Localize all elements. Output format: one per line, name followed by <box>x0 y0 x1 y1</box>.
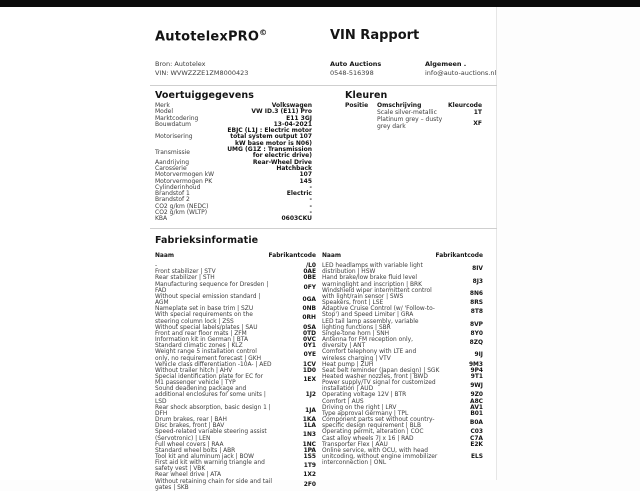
factory-code: 8ZQ <box>469 340 483 347</box>
name: Operating permit, alteration | COC <box>322 429 424 436</box>
name: With special requirements on the steering column lock | ZSS <box>155 312 253 325</box>
name: Online service, with OCU, with head unitcoding, without engine immobilizer interconnection | ONL <box>322 447 438 467</box>
label: Motorisering <box>155 133 193 141</box>
factory-section-title: Fabrieksinformatie <box>155 235 259 246</box>
name: Transporter Flex | AAU <box>322 441 388 448</box>
label: Bouwdatum <box>155 120 191 128</box>
name: Hand brake/low brake fluid level warninglight and inscription | BRK <box>322 275 422 288</box>
colors-table <box>345 102 482 130</box>
column-header-factorycode: Fabrikantcode <box>435 253 483 259</box>
factory-code: 0FY <box>303 284 316 291</box>
factory-code: 8RS <box>470 300 483 307</box>
factory-code: A8C <box>470 398 483 405</box>
table-row <box>155 147 312 160</box>
factory-code: 1NC <box>302 441 316 448</box>
factory-code: 9WJ <box>470 383 483 390</box>
vehicle-spec-table <box>155 103 312 223</box>
factory-code: 9M3 <box>468 361 483 368</box>
factory-code: /L0 <box>305 263 316 270</box>
section-divider <box>150 228 497 229</box>
table-row <box>155 429 316 441</box>
factory-table-header <box>155 253 316 259</box>
brand-trademark: © <box>259 28 268 37</box>
name: Front stabilizer | STV <box>155 269 216 276</box>
name: Special identification plate for EC for M1 passenger vehicle | TYP <box>155 373 264 387</box>
factory-rows-right <box>322 263 483 466</box>
label: Model <box>155 108 174 116</box>
factory-code: C7A <box>470 435 483 442</box>
factory-code: 9P4 <box>470 367 483 374</box>
value: - <box>309 196 312 204</box>
factory-code: ELS <box>470 454 483 460</box>
value: Electric <box>286 190 312 198</box>
name: Seat belt reminder (Japan design) | SGK <box>322 367 440 374</box>
factory-code: 0SA <box>303 324 316 331</box>
label: CO2 g/km (NEDC) <box>155 202 209 210</box>
value: UMG (G1Z : Transmission for electric drive) <box>227 146 312 160</box>
name: Drum brakes, rear | BAH <box>155 417 227 424</box>
value: E11 3GJ <box>286 114 312 122</box>
factory-code: 9IJ <box>474 352 483 359</box>
factory-code: 1EX <box>303 377 316 384</box>
factory-code: AV1 <box>470 404 483 411</box>
column-header-factorycode: Fabrikantcode <box>268 253 316 259</box>
colors-table-rows <box>345 109 482 130</box>
name: Speakers, front | LSE <box>322 300 384 307</box>
name: Without trailer hitch | AHV <box>155 367 233 374</box>
table-row <box>155 349 316 361</box>
name: Rear stabilizer | STH <box>155 275 215 282</box>
table-row <box>322 306 483 318</box>
name: Sound deadening package and additional enclosures for some units | LSD <box>155 386 266 405</box>
description: Platinum grey – dusty grey dark <box>377 116 443 130</box>
label: Carosserie <box>155 164 187 172</box>
table-row <box>155 386 316 404</box>
factory-code: 9T1 <box>470 373 483 380</box>
table-row <box>155 128 312 147</box>
name: LED headlamps with variable light distribution | HSW <box>322 263 423 276</box>
name: Information kit in German | BTA <box>155 337 248 344</box>
label: Aandrijving <box>155 158 190 166</box>
name: LED tail lamp assembly, variable lighting functions | SBR <box>322 318 419 331</box>
contact-name: Algemeen . <box>425 60 467 68</box>
name: Without special emission standard | AGM <box>155 293 261 307</box>
vehicle-section-title: Voertuiggegevens <box>155 90 254 101</box>
label: Merk <box>155 102 170 109</box>
name: Component parts set without country-specific design requirement | BLB <box>322 417 435 430</box>
value: - <box>309 209 312 217</box>
factory-code: 0GA <box>302 297 316 304</box>
name: Disc brakes, front | BAV <box>155 423 225 430</box>
factory-table-header <box>322 253 483 259</box>
name: Full wheel covers | RAA <box>155 441 224 448</box>
table-row <box>155 479 316 491</box>
company-name: Auto Auctions <box>330 60 382 68</box>
factory-code: 1N3 <box>302 432 316 439</box>
factory-code: C03 <box>470 429 483 436</box>
vin-value: VIN: WVWZZZE1ZM8000423 <box>155 69 249 77</box>
page-title: VIN Rapport <box>330 28 420 43</box>
name: Adaptive Cruise Control (w/ 'Follow-to-Stop') and Speed Limiter | GRA <box>322 306 435 319</box>
label: Cylinderinhoud <box>155 183 201 191</box>
factory-code: 8N6 <box>469 290 483 297</box>
value: 0603CKU <box>281 215 312 223</box>
name: Windshield wiper intermittent control with light/rain sensor | SWS <box>322 287 432 300</box>
factory-table-left <box>155 253 316 491</box>
factory-code: E2K <box>470 441 483 448</box>
value: EBJC (L1J : Electric motor total system output 107 kW base motor is N06) <box>227 127 312 147</box>
name: Comfort telephony with LTE and wireless charging | VTV <box>322 349 417 362</box>
value: - <box>309 183 312 191</box>
name: Rear shock absorption, basic design 1 | DFH <box>155 404 271 417</box>
factory-code: 8J3 <box>472 278 483 285</box>
brand-text: AutotelexPRO <box>155 29 260 45</box>
factory-code: 8VP <box>470 321 483 328</box>
name: Operating voltage 12V | BTR <box>322 392 407 399</box>
colors-section-title: Kleuren <box>345 90 388 101</box>
name: Nameplate set in base trim | SZU <box>155 306 254 313</box>
factory-code: 1T <box>473 109 482 116</box>
table-row <box>322 337 483 349</box>
name: Rear wheel drive | ATA <box>155 472 222 479</box>
factory-code: 1J2 <box>305 392 316 399</box>
table-row <box>155 216 312 222</box>
value: Rear-Wheel Drive <box>252 158 312 166</box>
header-divider <box>150 85 497 86</box>
column-header-name: Naam <box>322 253 342 259</box>
label: Transmissie <box>155 149 190 157</box>
label: Brandstof 2 <box>155 196 190 204</box>
name: Single-tone horn | SNH <box>322 330 390 337</box>
source-label: Bron: Autotelex <box>155 60 206 68</box>
name: Power supply/TV signal for customized installation | AUD <box>322 380 436 393</box>
factory-code: 8T8 <box>470 309 483 316</box>
name: Vehicle class differentiation -10A- | AED <box>155 361 272 368</box>
factory-code: 1S5 <box>303 454 316 460</box>
name: Speed-related variable steering assist (Servotronic) | LEN <box>155 429 267 442</box>
contact-email: info@auto-auctions.nl <box>425 69 497 77</box>
label: Motorvermogen PK <box>155 177 213 185</box>
table-row <box>345 116 482 130</box>
name: Cast alloy wheels 7J x 16 | RAD <box>322 435 414 442</box>
name: Standard climatic zones | KLZ <box>155 343 243 350</box>
table-row <box>155 312 316 324</box>
name: Driving on the right | LRV <box>322 404 397 411</box>
label: CO2 g/km (WLTP) <box>155 209 208 217</box>
factory-code: 0TD <box>302 330 316 337</box>
table-row <box>322 319 483 331</box>
label: Marktcodering <box>155 114 199 122</box>
table-row <box>155 282 316 294</box>
factory-code: 1JA <box>305 407 316 414</box>
value: Volkswagen <box>271 102 312 109</box>
factory-code: 0YE <box>303 352 316 359</box>
factory-code: 8IV <box>472 266 483 273</box>
factory-code: 1X2 <box>303 472 316 479</box>
colors-table-header <box>345 102 482 109</box>
column-header-position: Positie <box>345 102 369 109</box>
name: Manufacturing sequence for Dresden | FAD <box>155 281 269 294</box>
factory-code: 1T9 <box>303 463 316 470</box>
name: Antenna for FM reception only, diversity | ANT <box>322 337 413 350</box>
value: Hatchback <box>276 164 312 172</box>
factory-code: 0VC <box>303 337 316 344</box>
column-header-colorcode: Kleurcode <box>448 102 483 109</box>
company-block <box>330 60 381 78</box>
table-row <box>322 448 483 466</box>
factory-code: 2F0 <box>303 481 316 488</box>
factory-table-right <box>322 253 483 466</box>
factory-code: B0A <box>469 420 483 427</box>
name: - <box>155 263 158 270</box>
company-phone: 0548-516398 <box>330 69 374 77</box>
name: First aid kit with warning triangle and safety vest | VBK <box>155 460 265 473</box>
table-row <box>155 374 316 386</box>
value: 13-04-2021 <box>273 120 312 128</box>
table-row <box>322 380 483 392</box>
factory-code: 0Y1 <box>303 343 316 350</box>
table-row <box>345 109 482 116</box>
name: Tool kit and aluminum jack | BOW <box>155 454 254 460</box>
name: Standard wheel bolts | ABR <box>155 447 236 454</box>
factory-code: 0BE <box>303 275 316 282</box>
description: Scale silver-metallic <box>377 109 437 116</box>
value: - <box>309 202 312 210</box>
name: Without retaining chain for side and tail gates | SKB <box>155 478 272 491</box>
table-row <box>322 349 483 361</box>
label: Motorvermogen kW <box>155 171 215 179</box>
table-row <box>155 405 316 417</box>
table-row <box>322 288 483 300</box>
factory-rows-left <box>155 263 316 491</box>
brand-logo <box>155 28 267 44</box>
value: 107 <box>299 171 312 179</box>
factory-code: 0NB <box>302 306 316 313</box>
factory-code: 1KA <box>302 417 316 424</box>
factory-code: XF <box>473 119 482 127</box>
label: KBA <box>155 215 168 223</box>
window-top-bar <box>0 0 640 7</box>
name: Without special labels/plates | SAU <box>155 324 258 331</box>
name: Heated washer nozzles, front | BWD <box>322 373 428 380</box>
value: 145 <box>299 177 312 185</box>
column-header-name: Naam <box>155 253 175 259</box>
factory-code: 0RH <box>302 315 316 322</box>
factory-code: 1CV <box>303 361 316 368</box>
name: Heat pump | ZUH <box>322 361 374 368</box>
value: VW ID.3 (E11) Pro <box>251 108 312 116</box>
table-row <box>155 460 316 472</box>
factory-code: 8Y0 <box>470 330 483 337</box>
table-row <box>155 294 316 306</box>
name: Front and rear floor mats | ZFM <box>155 330 247 337</box>
factory-code: B01 <box>470 410 483 417</box>
table-row <box>322 263 483 275</box>
table-row <box>322 275 483 287</box>
name: Comfort | AUS <box>322 398 364 405</box>
factory-code: 1PA <box>303 447 316 454</box>
name: Type approval Germany | TPL <box>322 410 409 417</box>
report-source-block <box>155 60 248 78</box>
column-header-description: Omschrijving <box>377 102 422 109</box>
table-row <box>322 417 483 429</box>
name: Weight range 5 installation control only, no requirement forecast | GKH <box>155 349 262 362</box>
factory-code: 1D0 <box>302 367 316 374</box>
factory-code: 0AE <box>303 269 316 276</box>
factory-code: 1LA <box>303 423 316 430</box>
label: Brandstof 1 <box>155 190 190 198</box>
contact-block <box>425 60 496 78</box>
factory-code: 9Z0 <box>470 392 483 399</box>
